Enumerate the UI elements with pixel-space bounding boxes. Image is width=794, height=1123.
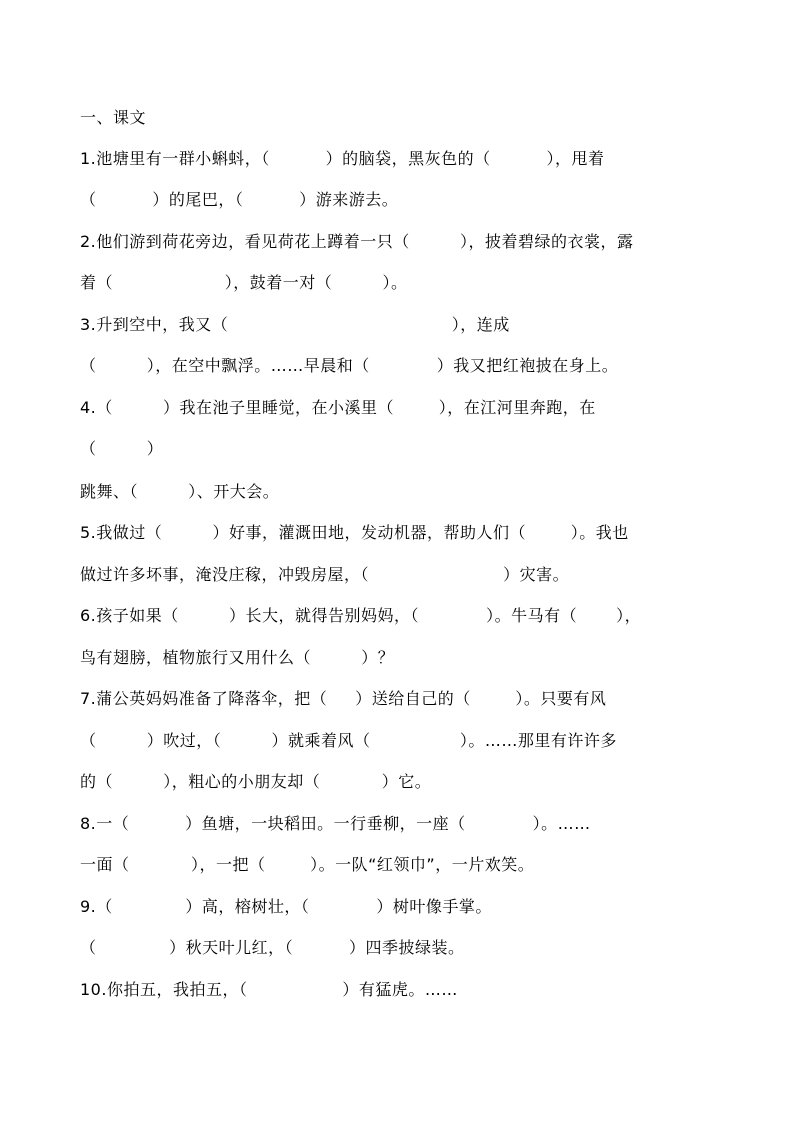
exercise-line: 3.升到空中，我又（ ），连成 bbox=[80, 315, 510, 334]
exercise-line: 跳舞、（ ）、开大会。 bbox=[80, 482, 280, 501]
exercise-line: 4.（ ）我在池子里睡觉，在小溪里（ ），在江河里奔跑，在 bbox=[80, 398, 596, 417]
exercise-line: 1.池塘里有一群小蝌蚪，（ ）的脑袋，黑灰色的（ ），甩着 bbox=[80, 149, 605, 168]
exercise-line: 10.你拍五，我拍五，（ ）有猛虎。…… bbox=[80, 980, 458, 999]
exercise-line: （ ）秋天叶儿红，（ ）四季披绿装。 bbox=[80, 938, 465, 957]
exercise-line: 鸟有翅膀，植物旅行又用什么（ ）？ bbox=[80, 648, 395, 667]
exercise-line: （ ），在空中飘浮。……早晨和（ ）我又把红袍披在身上。 bbox=[80, 356, 619, 375]
exercise-line: 做过许多坏事，淹没庄稼，冲毁房屋，（ ）灾害。 bbox=[80, 565, 570, 584]
exercise-line: 6.孩子如果（ ）长大，就得告别妈妈，（ ）。牛马有（ ）， bbox=[80, 606, 642, 625]
exercise-line: 一面（ ），一把（ ）。一队“红领巾”，一片欢笑。 bbox=[80, 855, 535, 874]
exercise-line: 9.（ ）高，榕树壮，（ ）树叶像手掌。 bbox=[80, 897, 492, 916]
exercise-line: （ ）吹过，（ ）就乘着风（ ）。……那里有许许多 bbox=[80, 731, 617, 750]
exercise-line: 7.蒲公英妈妈准备了降落伞，把（ ）送给自己的（ ）。只要有风 bbox=[80, 689, 607, 708]
exercise-line: 8.一（ ）鱼塘，一块稻田。一行垂柳，一座（ ）。…… bbox=[80, 814, 591, 833]
exercise-line: 2.他们游到荷花旁边，看见荷花上蹲着一只（ ），披着碧绿的衣裳，露 bbox=[80, 232, 634, 251]
exercise-line: （ ） bbox=[80, 439, 164, 458]
section-heading: 一、课文 bbox=[80, 108, 147, 127]
exercise-line: （ ）的尾巴，（ ）游来游去。 bbox=[80, 190, 399, 209]
exercise-line: 着（ ），鼓着一对（ ）。 bbox=[80, 273, 408, 292]
exercise-line: 5.我做过（ ）好事，灌溉田地，发动机器，帮助人们（ ）。我也 bbox=[80, 523, 629, 542]
exercise-line: 的（ ），粗心的小朋友却（ ）它。 bbox=[80, 772, 432, 791]
